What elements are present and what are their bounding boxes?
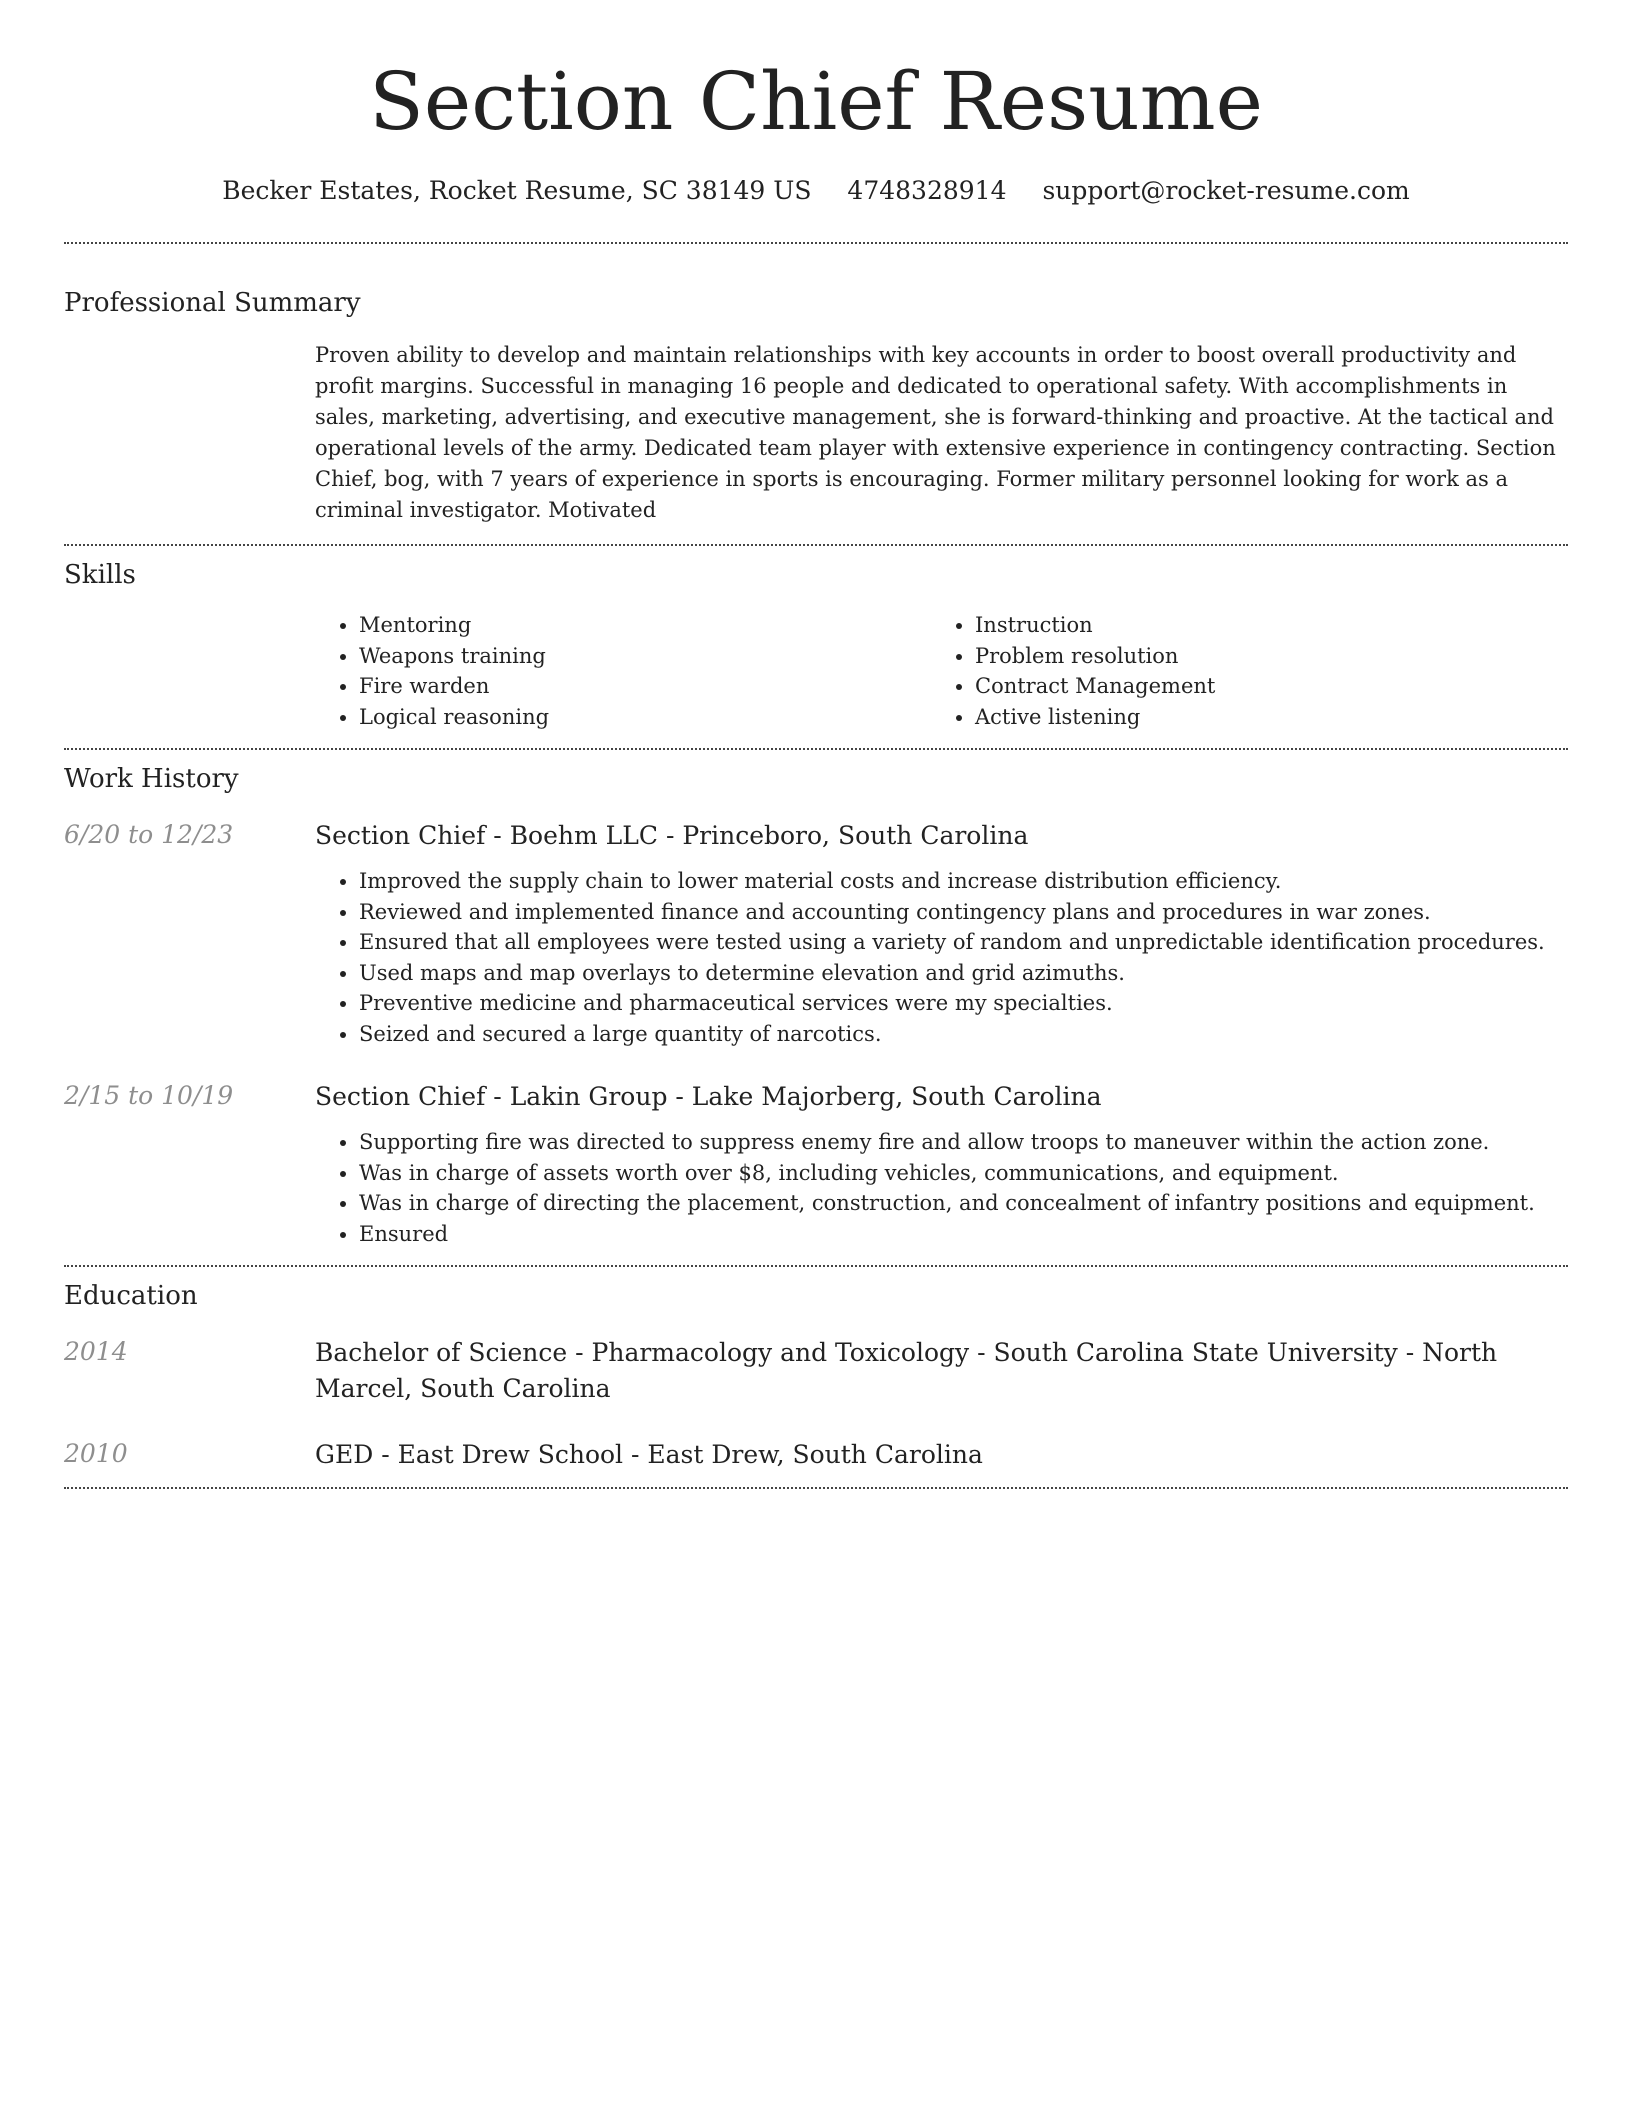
divider [64, 242, 1568, 244]
education-details [315, 1335, 1568, 1407]
education-school: South Carolina State University - North Marcel, South Carolina [315, 1338, 1498, 1403]
divider [64, 1487, 1568, 1489]
job-title: Section Chief [315, 1082, 486, 1111]
divider [64, 544, 1568, 546]
skill-item: • Instruction [975, 610, 1547, 641]
job-separator: - [485, 1082, 510, 1111]
education-separator: - [373, 1440, 398, 1469]
education-school: East Drew School - East Drew, South Carolina [397, 1440, 983, 1469]
divider [64, 1265, 1568, 1267]
education-details [315, 1437, 1568, 1473]
job-bullet: • Preventive medicine and pharmaceutical services were my specialties. [359, 988, 1568, 1019]
summary-text: Proven ability to develop and maintain relationships with key accounts in order to boost overall productivity and profit margins. Successful in managing 16 people and dedicated to operational safety. With accomplishments in sales, marketing, advertising, and executive management, she is forward-thinking and proactive. At the tactical and operational levels of the army. Dedicated team player with extensive experience in contingency contracting. Section Chief, bog, with 7 years of experience in sports is encouraging. Former military personnel looking for work as a criminal investigator. Motivated [315, 343, 1556, 522]
job-details [315, 1079, 1568, 1265]
education-entry [64, 1335, 1568, 1407]
job-details [315, 818, 1568, 1049]
job-bullet: • Was in charge of assets worth over $8, including vehicles, communications, and equipment. [359, 1158, 1568, 1189]
job-bullet: • Supporting fire was directed to suppress enemy fire and allow troops to maneuver within the action zone. [359, 1127, 1568, 1158]
job-bullet: • Ensured [359, 1219, 1568, 1250]
skill-item: • Weapons training [359, 641, 931, 672]
skills-column-right [931, 610, 1547, 732]
page-title: Section Chief Resume [369, 55, 1263, 148]
job-bullets [315, 866, 1568, 1049]
skill-item: • Mentoring [359, 610, 931, 641]
education-year: 2010 [64, 1439, 128, 1468]
section-heading-education: Education [64, 1281, 198, 1311]
job-separator: - [485, 821, 510, 850]
job-bullet: • Improved the supply chain to lower material costs and increase distribution efficiency. [359, 866, 1568, 897]
divider [64, 748, 1568, 750]
skill-item: • Fire warden [359, 671, 931, 702]
job-bullet: • Was in charge of directing the placement, construction, and concealment of infantry positions and equipment. [359, 1188, 1568, 1219]
job-dates: 2/15 to 10/19 [64, 1081, 234, 1110]
job-employer: Boehm LLC - Princeboro, South Carolina [509, 821, 1029, 850]
job-title: Section Chief [315, 821, 486, 850]
contact-phone: 4748328914 [847, 176, 1007, 205]
skill-item: • Problem resolution [975, 641, 1547, 672]
job-heading [315, 818, 1568, 854]
education-separator: - [969, 1338, 994, 1367]
job-dates: 6/20 to 12/23 [64, 820, 234, 849]
job-employer: Lakin Group - Lake Majorberg, South Carolina [509, 1082, 1102, 1111]
skill-item: • Active listening [975, 702, 1547, 733]
section-heading-work: Work History [64, 764, 239, 794]
job-entry [64, 1079, 1568, 1265]
job-bullet: • Used maps and map overlays to determine elevation and grid azimuths. [359, 958, 1568, 989]
skill-item: • Contract Management [975, 671, 1547, 702]
section-heading-skills: Skills [64, 560, 136, 590]
section-heading-summary: Professional Summary [64, 288, 361, 318]
job-bullet: • Seized and secured a large quantity of narcotics. [359, 1019, 1568, 1050]
contact-email[interactable]: support@rocket-resume.com [1042, 176, 1410, 205]
skills-list [315, 610, 1568, 732]
job-bullet: • Reviewed and implemented finance and accounting contingency plans and procedures in war zones. [359, 897, 1568, 928]
job-bullet: • Ensured that all employees were tested using a variety of random and unpredictable identification procedures. [359, 927, 1568, 958]
resume-page [64, 0, 1568, 1489]
job-bullets [315, 1127, 1568, 1249]
education-year: 2014 [64, 1337, 128, 1366]
job-entry [64, 818, 1568, 1049]
education-degree: Bachelor of Science - Pharmacology and Toxicology [315, 1338, 970, 1367]
skills-column-left [315, 610, 931, 732]
education-entry [64, 1437, 1568, 1473]
job-heading [315, 1079, 1568, 1115]
contact-address: Becker Estates, Rocket Resume, SC 38149 US [222, 176, 812, 205]
contact-info [64, 174, 1568, 208]
skill-item: • Logical reasoning [359, 702, 931, 733]
education-degree: GED [315, 1440, 374, 1469]
